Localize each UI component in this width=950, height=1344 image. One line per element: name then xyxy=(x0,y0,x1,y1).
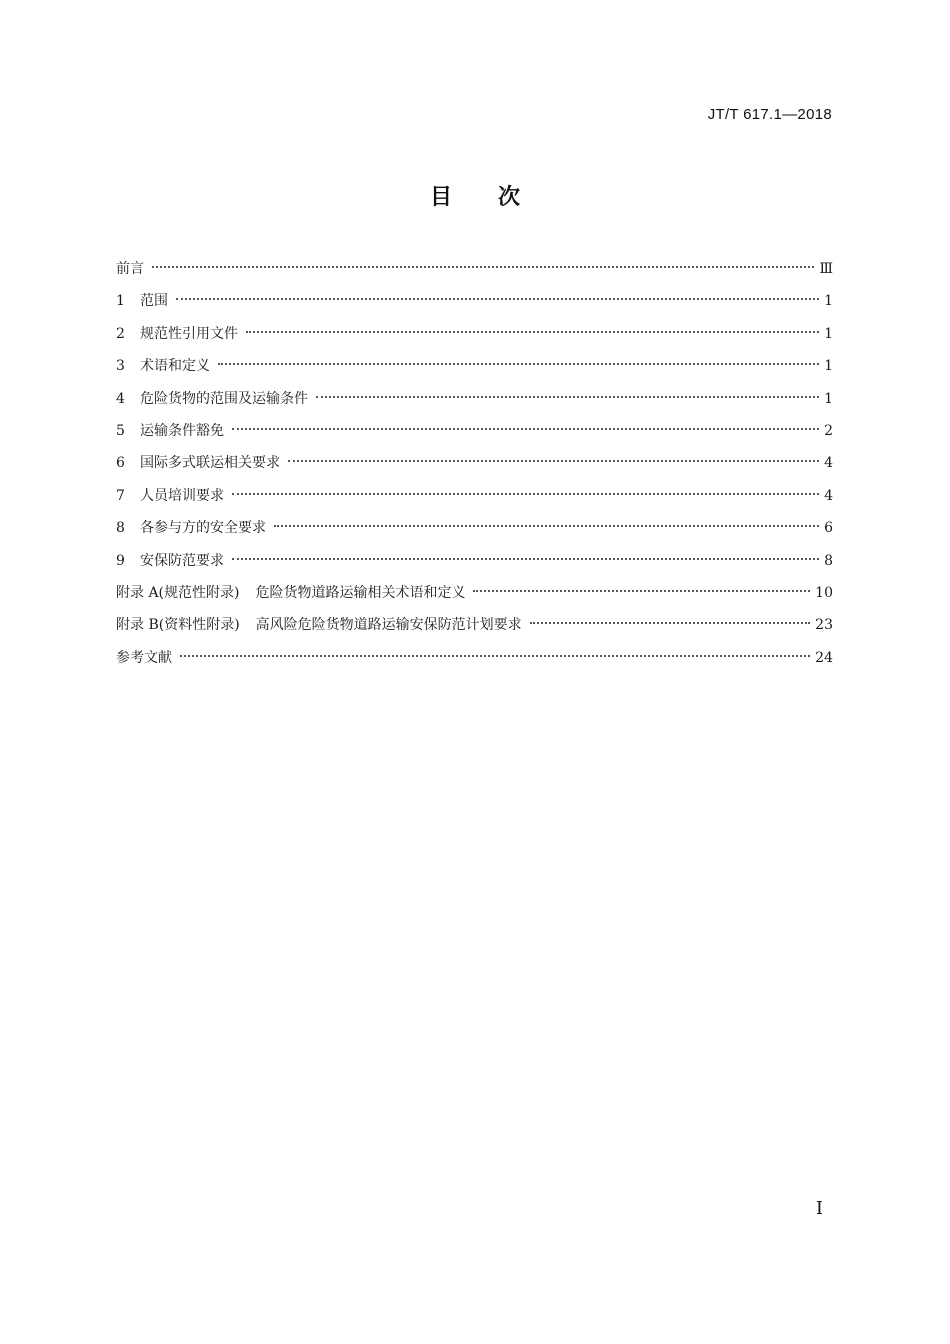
toc-entry-label: 安保防范要求 xyxy=(140,552,224,569)
toc-entry-number: 5 xyxy=(116,422,125,439)
toc-entry-2[interactable] xyxy=(116,321,833,353)
toc-entry-number: 1 xyxy=(116,293,125,310)
table-of-contents xyxy=(116,256,833,677)
toc-entry-label: 各参与方的安全要求 xyxy=(140,520,266,537)
toc-entry-label: 人员培训要求 xyxy=(140,487,224,504)
toc-dot-leader xyxy=(316,396,819,398)
toc-entry-label xyxy=(116,612,522,638)
toc-entry-page: 1 xyxy=(824,358,833,375)
toc-entry-page: 1 xyxy=(824,325,833,342)
toc-annex-title: 高风险危险货物道路运输安保防范计划要求 xyxy=(255,617,522,634)
toc-entry-page: 24 xyxy=(815,649,833,666)
toc-entry-4[interactable] xyxy=(116,386,833,418)
toc-entry-page: 8 xyxy=(824,552,833,569)
toc-entry-number: 6 xyxy=(116,455,125,472)
toc-entry-page: 1 xyxy=(824,293,833,310)
toc-entry-page: 6 xyxy=(824,520,833,537)
toc-entry-number: 7 xyxy=(116,487,125,504)
toc-dot-leader xyxy=(288,460,819,462)
toc-entry-7[interactable] xyxy=(116,483,833,515)
toc-entry-number: 3 xyxy=(116,358,125,375)
toc-entry-label: 范围 xyxy=(140,293,168,310)
toc-dot-leader xyxy=(246,331,819,333)
toc-dot-leader xyxy=(232,428,819,430)
toc-entry-label: 规范性引用文件 xyxy=(140,325,238,342)
toc-entry-page: 10 xyxy=(815,584,833,601)
toc-dot-leader xyxy=(530,622,811,624)
toc-entry-1[interactable] xyxy=(116,288,833,320)
toc-entry-label: 国际多式联运相关要求 xyxy=(140,455,280,472)
toc-entry-page: 4 xyxy=(824,487,833,504)
toc-entry-label: 危险货物的范围及运输条件 xyxy=(140,390,308,407)
toc-dot-leader xyxy=(218,363,819,365)
toc-entry-6[interactable] xyxy=(116,450,833,482)
toc-annex-designation: 附录 B(资料性附录) xyxy=(116,617,240,634)
page-title-char-1: 目 xyxy=(429,185,452,210)
toc-entry-number: 2 xyxy=(116,325,125,342)
toc-dot-leader xyxy=(232,558,819,560)
toc-dot-leader xyxy=(232,493,819,495)
toc-entry-number: 8 xyxy=(116,520,125,537)
toc-dot-leader xyxy=(274,525,819,527)
toc-dot-leader xyxy=(473,590,810,592)
toc-entry-label: 参考文献 xyxy=(116,649,172,666)
toc-dot-leader xyxy=(176,298,819,300)
toc-annex-designation: 附录 A(规范性附录) xyxy=(116,584,240,601)
toc-entry-page: 4 xyxy=(824,455,833,472)
toc-entry-annex-a[interactable] xyxy=(116,580,833,612)
standard-code: JT/T 617.1—2018 xyxy=(707,106,832,123)
toc-entry-number: 9 xyxy=(116,552,125,569)
toc-entry-9[interactable] xyxy=(116,548,833,580)
toc-entry-label: 运输条件豁免 xyxy=(140,422,224,439)
toc-entry-annex-b[interactable] xyxy=(116,612,833,644)
toc-annex-title: 危险货物道路运输相关术语和定义 xyxy=(255,584,466,601)
toc-entry-label: 前言 xyxy=(116,261,144,277)
page-title-char-2: 次 xyxy=(498,185,521,210)
toc-entry-label: 术语和定义 xyxy=(140,358,210,375)
toc-dot-leader xyxy=(180,655,810,657)
toc-entry-foreword[interactable] xyxy=(116,256,833,288)
page-title xyxy=(0,180,950,211)
toc-entry-bibliography[interactable] xyxy=(116,645,833,677)
toc-entry-page: 23 xyxy=(815,617,833,634)
toc-entry-number: 4 xyxy=(116,390,125,407)
toc-entry-label xyxy=(116,580,465,606)
toc-entry-page: 1 xyxy=(824,390,833,407)
toc-entry-5[interactable] xyxy=(116,418,833,450)
toc-dot-leader xyxy=(152,266,814,268)
toc-entry-page: 2 xyxy=(824,422,833,439)
toc-entry-page: Ⅲ xyxy=(819,261,833,277)
toc-entry-3[interactable] xyxy=(116,353,833,385)
toc-entry-8[interactable] xyxy=(116,515,833,547)
page-number: I xyxy=(815,1198,823,1219)
